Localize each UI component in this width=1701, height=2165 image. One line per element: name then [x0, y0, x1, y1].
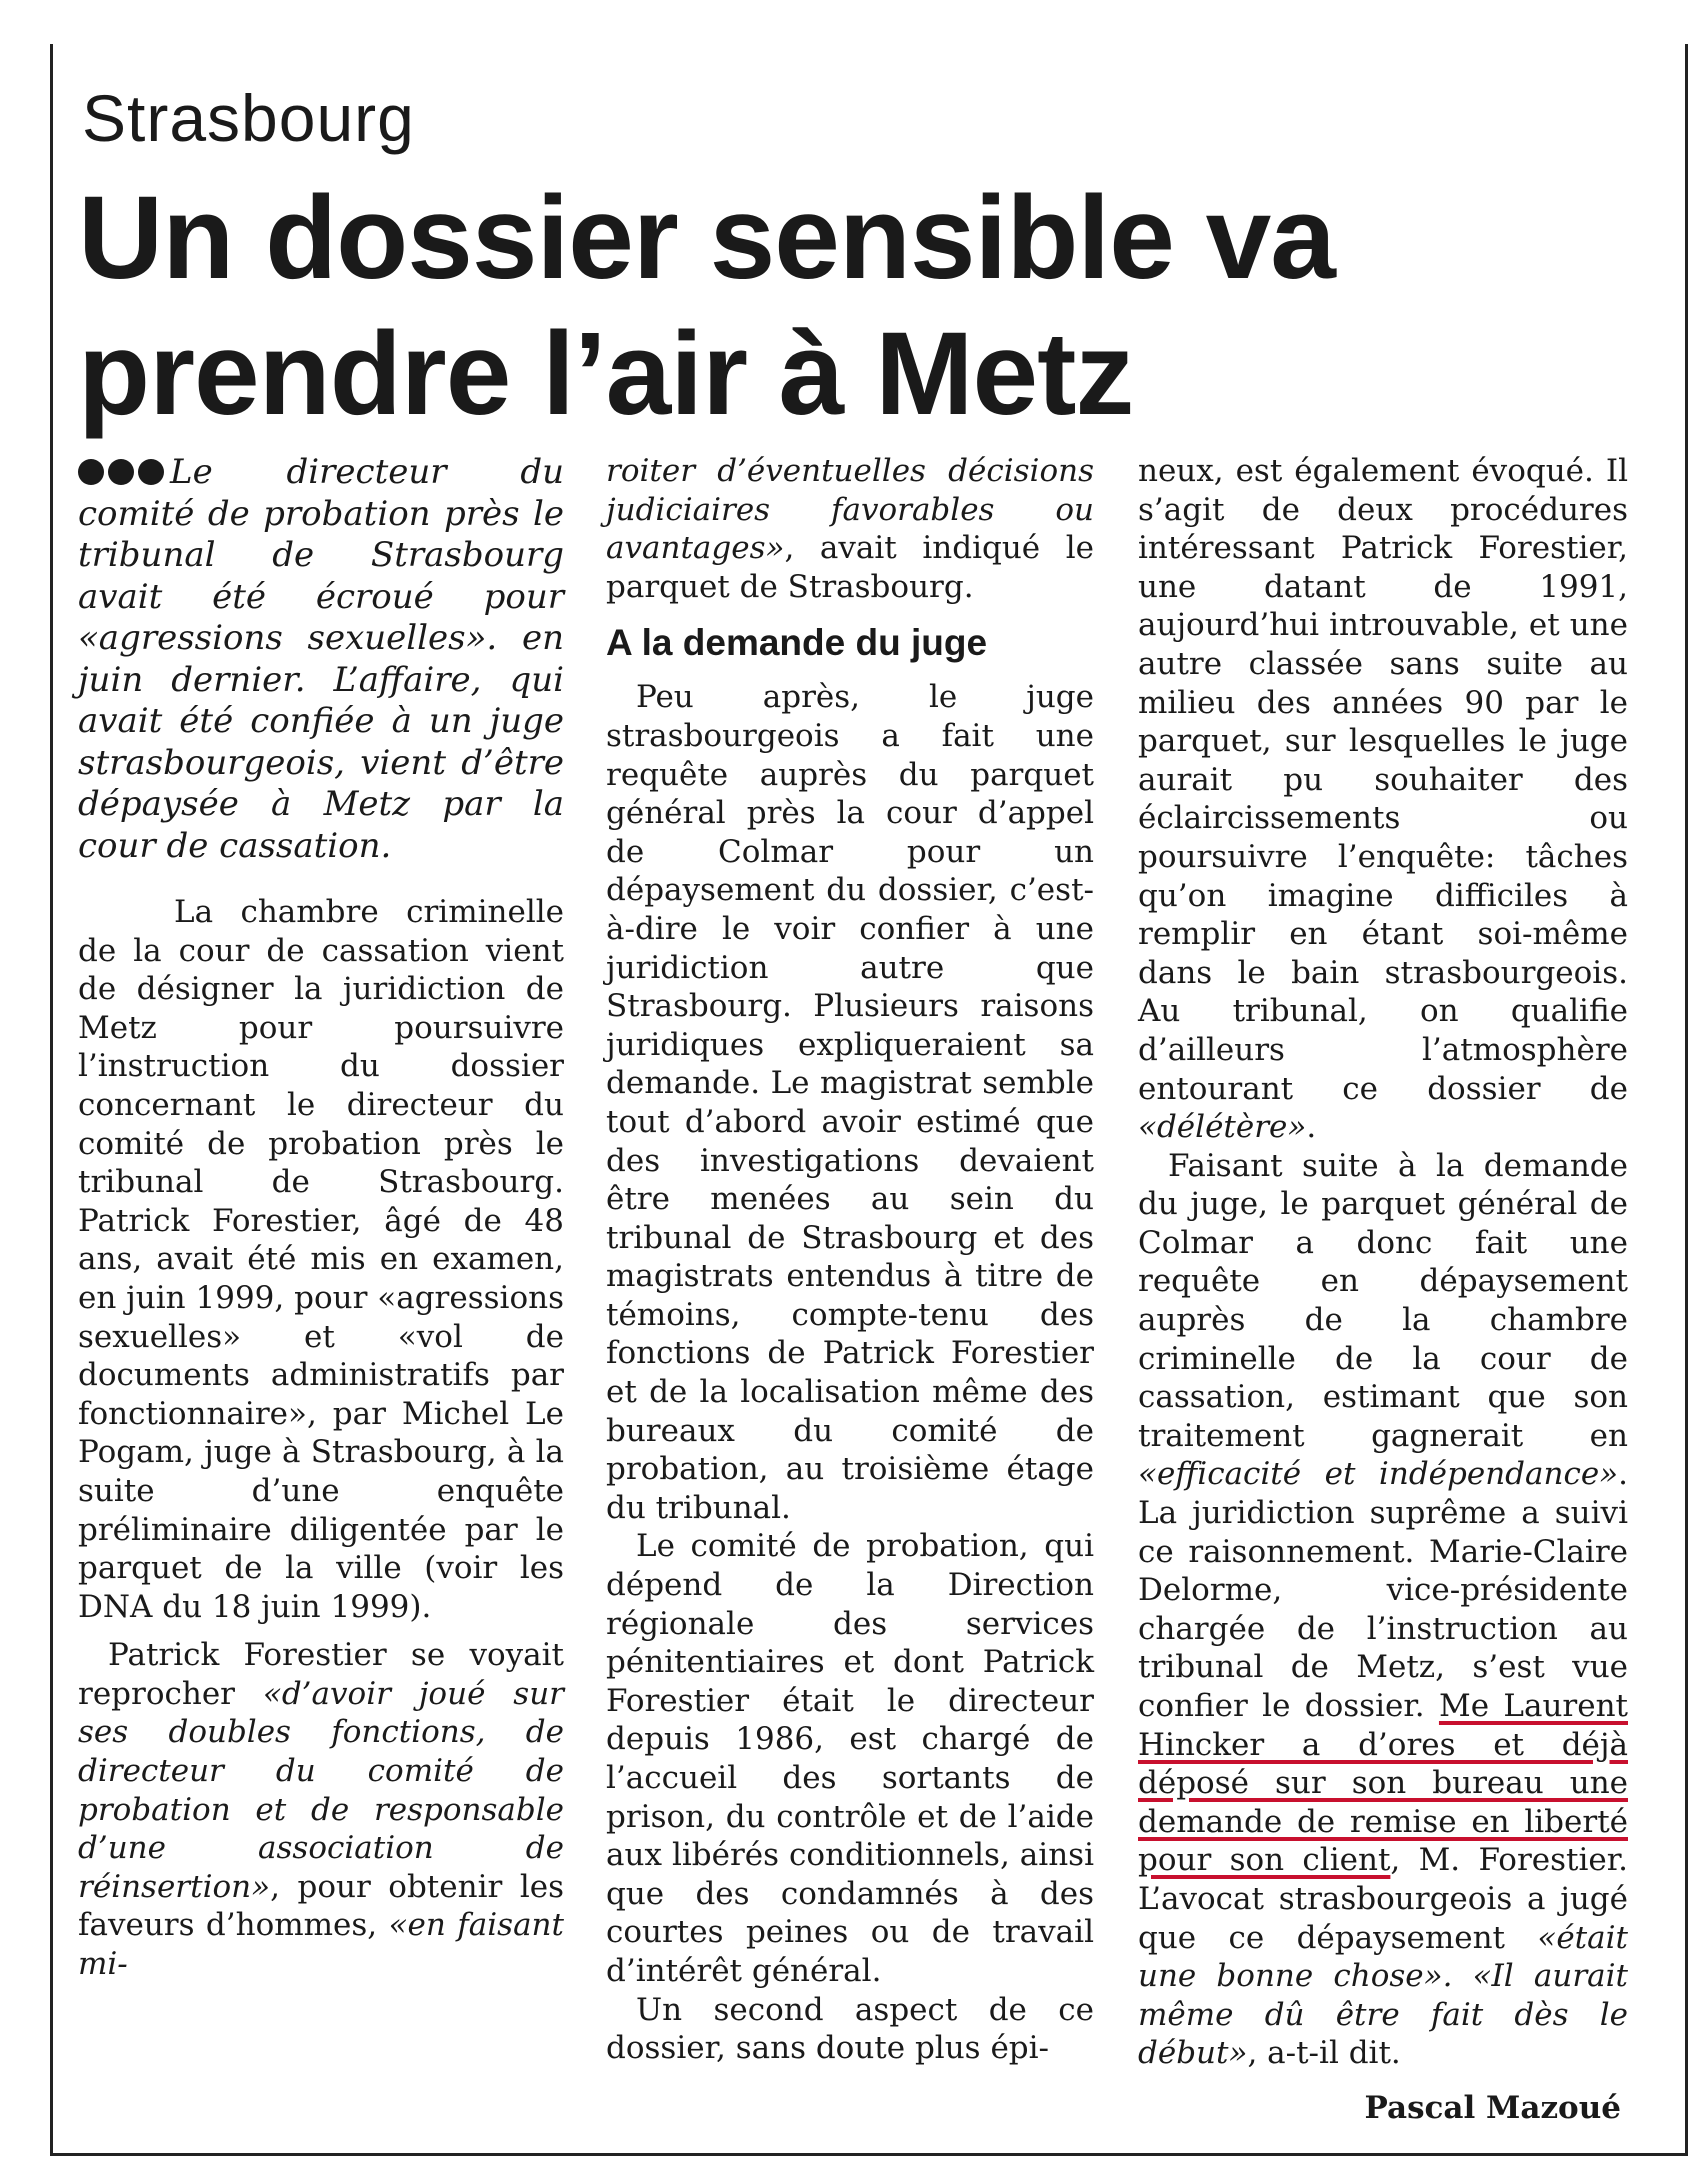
quote: «efficacité et indépendance» [1138, 1456, 1619, 1493]
quote: «délétère» [1138, 1109, 1307, 1146]
quote: «d’avoir joué sur ses doubles fonctions, de directeur du comité de probation et de responsable d’une association de réinsertion» [78, 1675, 564, 1905]
bullet-dots-icon [78, 459, 164, 485]
paragraph: Un second aspect de ce dossier, sans doute plus épi- [606, 1991, 1094, 2067]
article-lede [78, 452, 564, 867]
text-run: neux, est également évoqué. Il s’agit de deux procédures intéressant Patrick Forestier, une datant de 1991, aujourd’hui introuvable, et une autre classée sans suite au milieu des années 90 par le parquet, sur lesquelles le juge aurait pu souhaiter des éclaircissements ou poursuivre l’enquête: tâches qu’on imagine difficiles à remplir en étant soi-même dans le bain strasbourgeois. Au tribunal, on qualifie d’ailleurs l’atmosphère entourant ce dossier de [1138, 453, 1628, 1107]
article-headline: Un dossier sensible va prendre l’air à Metz [78, 172, 1335, 440]
author-signature: Pascal Mazoué [1364, 2090, 1621, 2126]
paragraph [78, 1636, 564, 1983]
paragraph [1138, 1147, 1628, 2073]
text-run: , M. Forestier. L’avocat strasbourgeois a jugé que ce dépaysement [1138, 1842, 1628, 1956]
column-3 [1138, 452, 1628, 2073]
text-run: Faisant suite à la demande du juge, le parquet général de Colmar a donc fait une requête en dépaysement auprès de la chambre criminelle de la cour de cassation, estimant que son traitement gagnerait en [1138, 1147, 1628, 1454]
text-run: , pour obtenir les faveurs d’hommes, [78, 1868, 564, 1944]
column-2 [606, 452, 1094, 2068]
text-run: , avait indiqué le parquet de Strasbourg. [606, 530, 1094, 605]
lede-text: Le directeur du comité de probation près le tribunal de Strasbourg avait été écroué pour «agressions sexuelles». en juin dernier. L’affaire, qui avait été confiée à un juge strasbourgeois, vient d’être dépaysée à Metz par la cour de cassation. [78, 452, 564, 866]
paragraph: Le comité de probation, qui dépend de la Direction régionale des services pénitentiaires et dont Patrick Forestier était le directeur depuis 1986, est chargé de l’accueil des sortants de prison, du contrôle et de l’aide aux libérés conditionnels, ainsi que des condamnés à des courtes peines ou de travail d’intérêt général. [606, 1528, 1094, 1989]
quote: «était une bonne chose». «Il aurait même dû être fait dès le début» [1138, 1919, 1628, 2072]
quote: roiter d’éventuelles décisions judiciaires favorables ou avantages» [606, 453, 1094, 567]
article-kicker: Strasbourg [82, 81, 415, 155]
quote: «en faisant mi- [78, 1907, 564, 1983]
subheading: A la demande du juge [606, 622, 988, 664]
paragraph [1138, 452, 1628, 1147]
paragraph: Peu après, le juge strasbourgeois a fait une requête auprès du parquet général près la cour d’appel de Colmar pour un dépaysement du dossier, c’est-à-dire le voir confier à une juridiction autre que Strasbourg. Plusieurs raisons juridiques expliqueraient sa demande. Le magistrat semble tout d’abord avoir estimé que des investigations devaient être menées au sein du tribunal de Strasbourg et des magistrats entendus à titre de témoins, compte-tenu des fonctions de Patrick Forestier et de la localisation même des bureaux du comité de probation, au troisième étage du tribunal. [606, 679, 1094, 1526]
text-run: . [1306, 1109, 1317, 1146]
text-run: , a-t-il dit. [1247, 2035, 1401, 2072]
highlighted-text: Me Laurent Hincker a d’ores et déjà déposé sur son bureau une demande de remise en liberté pour son client [1138, 1688, 1628, 1879]
paragraph [606, 452, 1094, 606]
column-1 [78, 452, 564, 1984]
text-run: . La juridiction suprême a suivi ce raisonnement. Marie-Claire Delorme, vice-présidente chargée de l’instruction au tribunal de Metz, s’est vue confier le dossier. [1138, 1456, 1628, 1724]
text-run: Patrick Forestier se voyait reprocher [78, 1637, 564, 1712]
paragraph: La chambre criminelle de la cour de cassation vient de désigner la juridiction de Metz pour poursuivre l’instruction du dossier concernant le directeur du comité de probation près le tribunal de Strasbourg. Patrick Forestier, âgé de 48 ans, avait été mis en examen, en juin 1999, pour «agressions sexuelles» et «vol de documents administratifs par fonctionnaire», par Michel Le Pogam, juge à Strasbourg, à la suite d’une enquête préliminaire diligentée par le parquet de la ville (voir les DNA du 18 juin 1999). [78, 894, 564, 1625]
